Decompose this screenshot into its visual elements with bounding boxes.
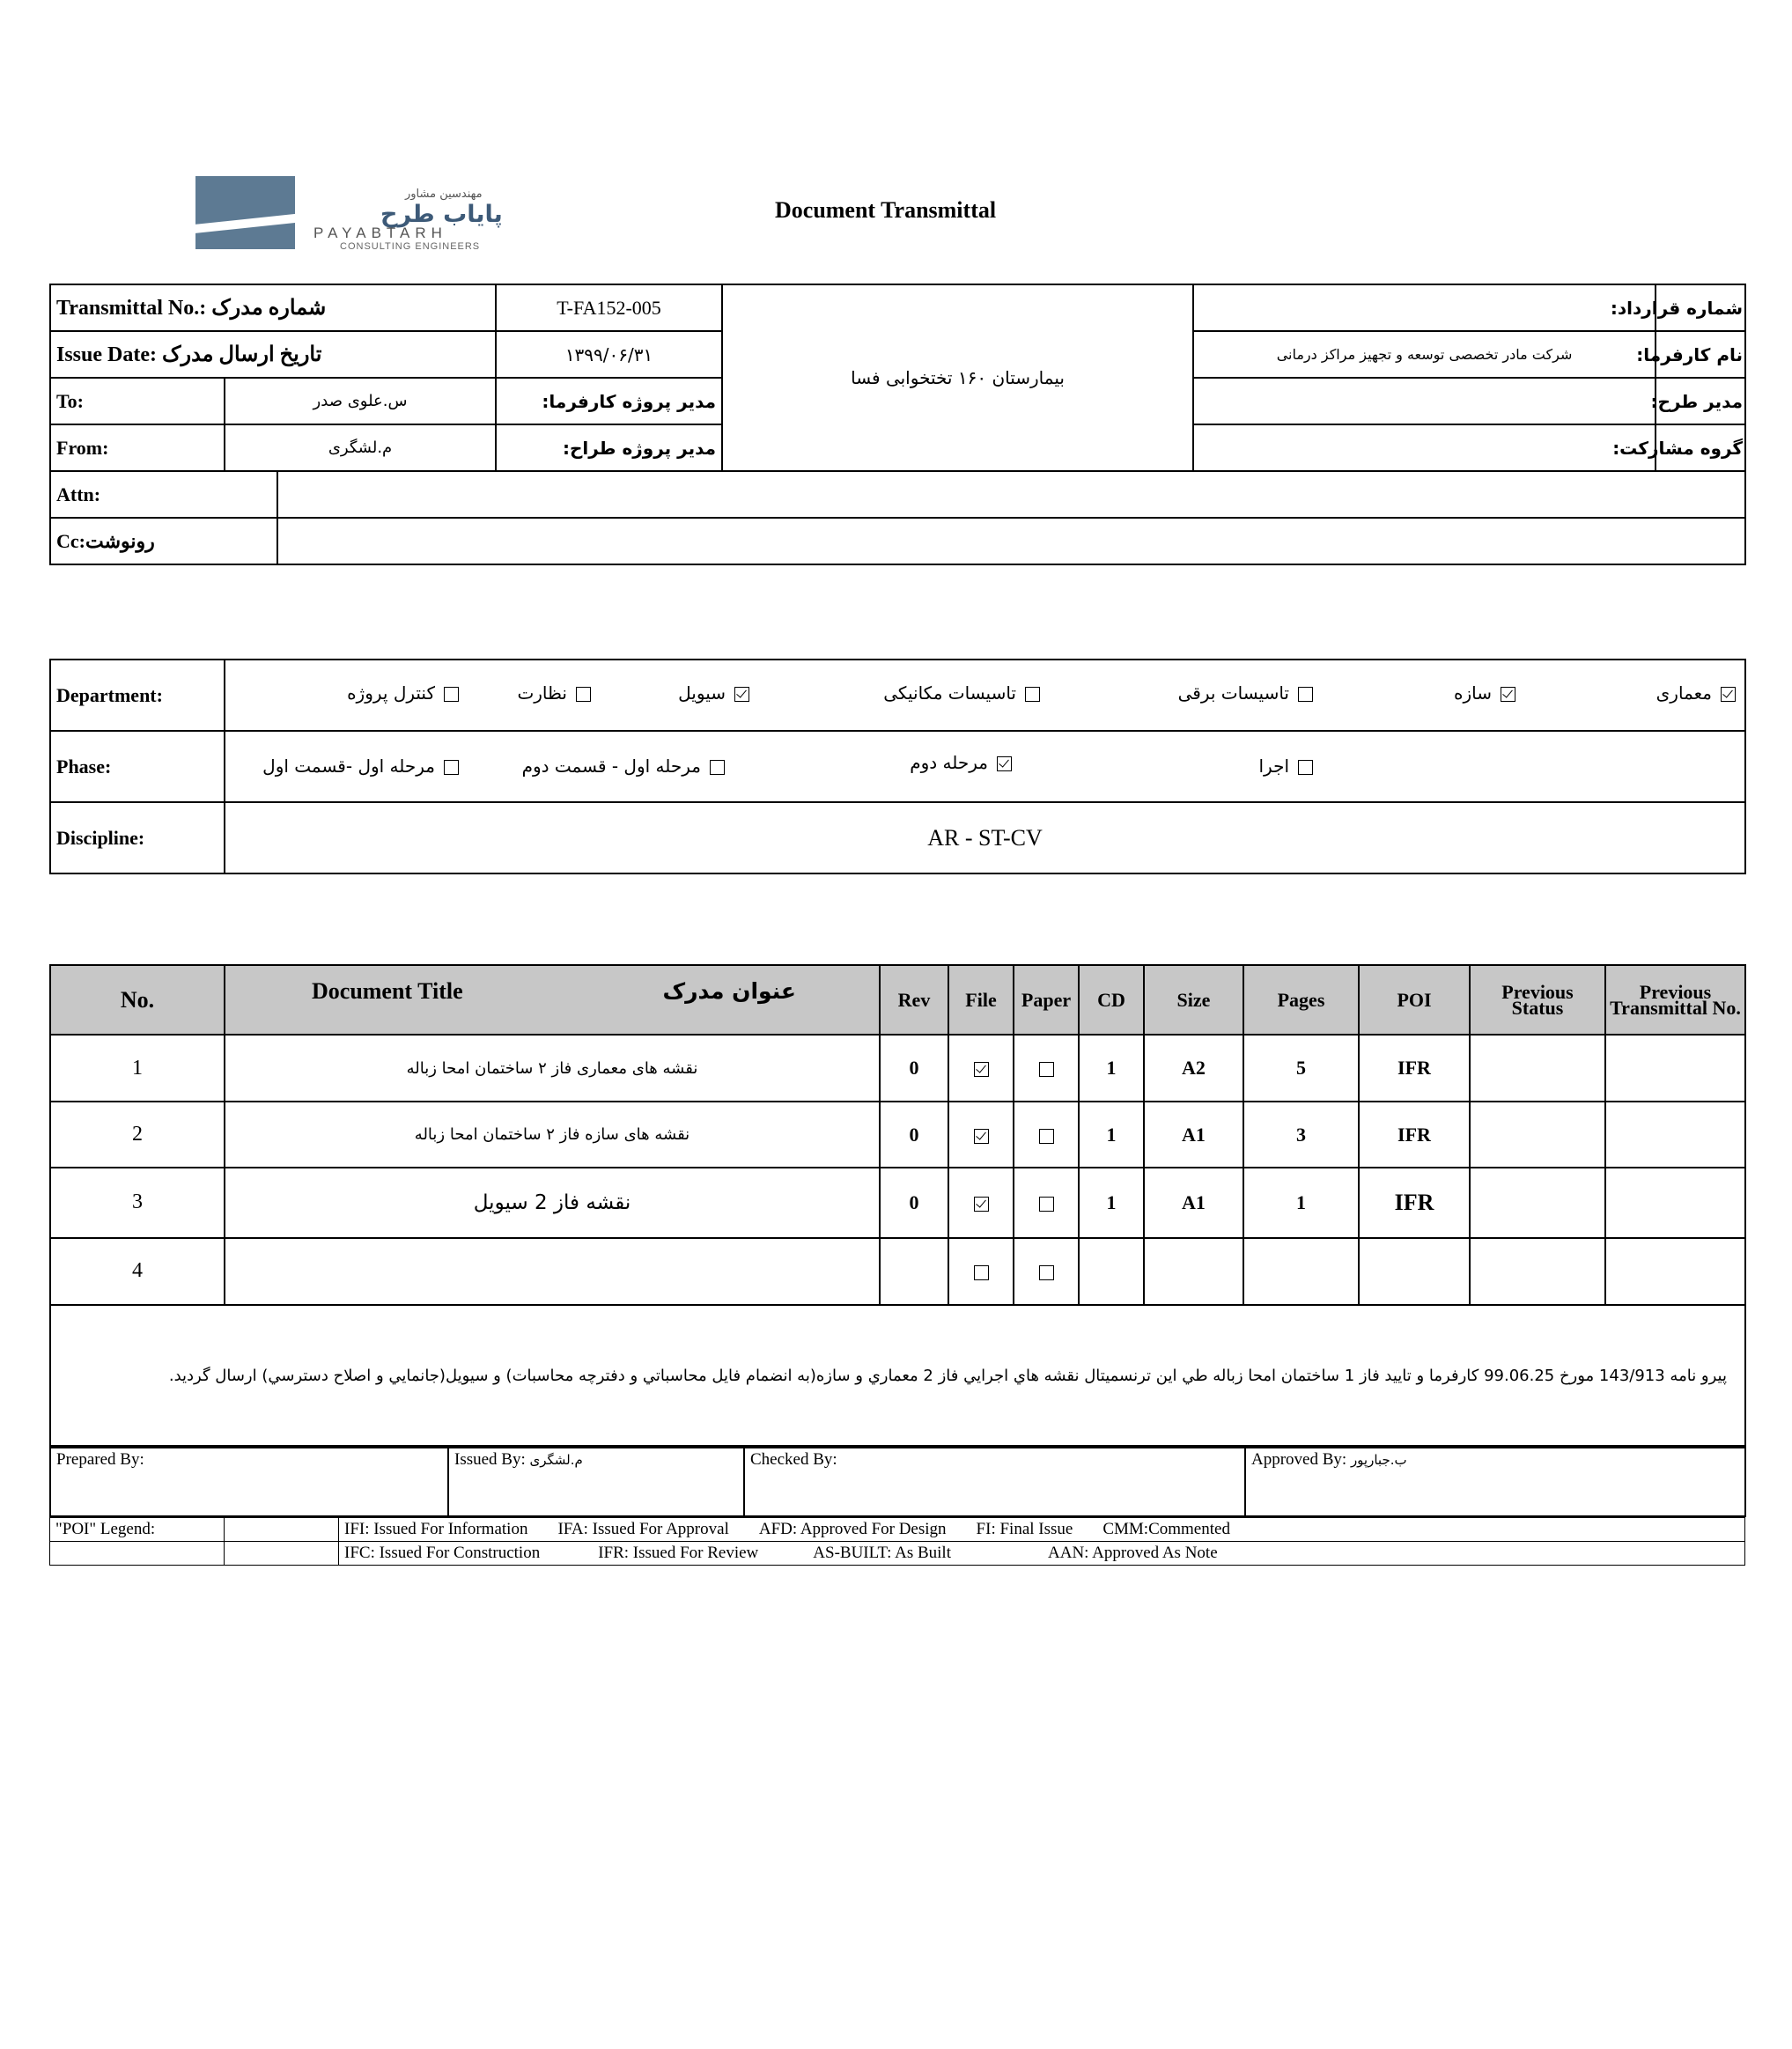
dept-checkbox-1[interactable] xyxy=(1501,687,1515,702)
dept-option-supervision[interactable]: نظارت xyxy=(517,682,591,704)
dept-option-structure[interactable]: سازه xyxy=(1454,682,1515,704)
department-options xyxy=(225,660,1745,731)
row-no: 2 xyxy=(50,1102,225,1168)
col-header-title-fa: عنوان مدرک xyxy=(662,978,796,1004)
poi-legend-line1: IFI: Issued For Information IFA: Issued For Approval AFD: Approved For Design FI: Final Issue CMM:Commented xyxy=(339,1518,1745,1542)
row-cd: 1 xyxy=(1079,1035,1144,1102)
dept-checkbox-3[interactable] xyxy=(1025,687,1040,702)
attn-label: Attn: xyxy=(50,471,277,518)
design-manager-label: مدیر طرح: xyxy=(1656,378,1745,424)
col-header-prev-transmittal: Previous Transmittal No. xyxy=(1605,965,1745,1035)
row-pages: 3 xyxy=(1243,1102,1359,1168)
issue-date-label: Issue Date: تاریخ ارسال مدرک xyxy=(50,331,496,378)
col-header-file: File xyxy=(948,965,1014,1035)
classification-table xyxy=(49,659,1746,874)
row-title: نقشه های معماری فاز ۲ ساختمان امحا زباله xyxy=(225,1035,880,1102)
dept-option-civil[interactable]: سیویل xyxy=(678,682,749,704)
paper-checkbox[interactable] xyxy=(1039,1265,1054,1280)
col-header-paper: Paper xyxy=(1014,965,1079,1035)
row-no: 4 xyxy=(50,1238,225,1306)
phase-label: Phase: xyxy=(50,731,225,802)
designer-pm-label: مدیر پروژه طراح: xyxy=(496,424,722,471)
paper-checkbox[interactable] xyxy=(1039,1062,1054,1077)
attn-value xyxy=(277,471,1745,518)
file-checkbox[interactable] xyxy=(974,1129,989,1144)
dept-checkbox-6[interactable] xyxy=(444,687,459,702)
dept-checkbox-0[interactable] xyxy=(1721,687,1736,702)
row-prev-transmittal xyxy=(1605,1035,1745,1102)
row-paper xyxy=(1014,1035,1079,1102)
phase-checkbox-2[interactable] xyxy=(710,760,725,775)
row-poi xyxy=(1359,1238,1470,1306)
poi-legend-spacer xyxy=(225,1518,339,1542)
table-row xyxy=(50,1035,1745,1102)
discipline-value: AR - ST-CV xyxy=(225,802,1745,873)
logo-english-line2: CONSULTING ENGINEERS xyxy=(340,241,481,252)
transmittal-no-label: Transmittal No.: شماره مدرک xyxy=(50,284,496,331)
row-rev: 0 xyxy=(880,1168,948,1237)
contract-no-label: شماره قرارداد: xyxy=(1656,284,1745,331)
dept-option-mechanical[interactable]: تاسیسات مکانیکی xyxy=(883,682,1040,704)
logo-persian-line1: مهندسین مشاور xyxy=(405,188,483,201)
col-header-title-en: Document Title xyxy=(312,978,463,1004)
logo-persian-line2: پایاب طرح xyxy=(380,201,503,228)
row-paper xyxy=(1014,1238,1079,1306)
row-prev-transmittal xyxy=(1605,1168,1745,1237)
partnership-value xyxy=(1193,424,1656,471)
table-row xyxy=(50,1168,1745,1237)
row-file xyxy=(948,1035,1014,1102)
row-prev-transmittal xyxy=(1605,1102,1745,1168)
row-prev-status xyxy=(1470,1102,1605,1168)
col-header-title xyxy=(225,965,880,1035)
to-label: To: xyxy=(50,378,225,424)
logo-english-line1: PAYABTARH xyxy=(313,225,447,241)
checked-by: Checked By: xyxy=(744,1448,1245,1516)
col-header-rev: Rev xyxy=(880,965,948,1035)
file-checkbox[interactable] xyxy=(974,1265,989,1280)
dept-checkbox-2[interactable] xyxy=(1298,687,1313,702)
dept-option-electrical[interactable]: تاسیسات برقی xyxy=(1178,682,1313,704)
row-cd xyxy=(1079,1238,1144,1306)
paper-checkbox[interactable] xyxy=(1039,1129,1054,1144)
col-header-no: No. xyxy=(50,965,225,1035)
phase-checkbox-1[interactable] xyxy=(997,756,1012,771)
document-title: Document Transmittal xyxy=(775,197,997,223)
col-header-cd: CD xyxy=(1079,965,1144,1035)
row-no: 1 xyxy=(50,1035,225,1102)
phase-checkbox-3[interactable] xyxy=(444,760,459,775)
row-prev-status xyxy=(1470,1238,1605,1306)
row-poi: IFR xyxy=(1359,1102,1470,1168)
design-manager-value xyxy=(1193,378,1656,424)
row-cd: 1 xyxy=(1079,1102,1144,1168)
row-title: نقشه های سازه فاز ۲ ساختمان امحا زباله xyxy=(225,1102,880,1168)
row-rev: 0 xyxy=(880,1102,948,1168)
table-row xyxy=(50,1102,1745,1168)
row-prev-status xyxy=(1470,1168,1605,1237)
poi-legend-spacer-2 xyxy=(225,1542,339,1566)
poi-legend xyxy=(49,1517,1745,1566)
from-label: From: xyxy=(50,424,225,471)
col-header-poi: POI xyxy=(1359,965,1470,1035)
discipline-label: Discipline: xyxy=(50,802,225,873)
dept-checkbox-4[interactable] xyxy=(734,687,749,702)
row-pages: 1 xyxy=(1243,1168,1359,1237)
col-header-prev-status: Previous Status xyxy=(1470,965,1605,1035)
project-name: بیمارستان ۱۶۰ تختخوابی فسا xyxy=(722,284,1193,471)
row-file xyxy=(948,1238,1014,1306)
contract-no-value xyxy=(1193,284,1656,331)
phase-checkbox-0[interactable] xyxy=(1298,760,1313,775)
row-file xyxy=(948,1102,1014,1168)
table-row xyxy=(50,1238,1745,1306)
transmittal-no-value: T-FA152-005 xyxy=(496,284,722,331)
to-value: س.علوی صدر xyxy=(225,378,496,424)
poi-legend-line2: IFC: Issued For Construction IFR: Issued For Review AS-BUILT: As Built AAN: Approved As Note xyxy=(339,1542,1745,1566)
col-header-pages: Pages xyxy=(1243,965,1359,1035)
issued-by: Issued By: م.لشگری xyxy=(448,1448,744,1516)
paper-checkbox[interactable] xyxy=(1039,1197,1054,1212)
row-pages: 5 xyxy=(1243,1035,1359,1102)
partnership-label: گروه مشارکت: xyxy=(1656,424,1745,471)
file-checkbox[interactable] xyxy=(974,1062,989,1077)
row-poi: IFR xyxy=(1359,1168,1470,1237)
row-prev-transmittal xyxy=(1605,1238,1745,1306)
phase-option-stage1-part2[interactable]: مرحله اول - قسمت دوم xyxy=(522,755,725,777)
approved-by: Approved By: ب.جبارپور xyxy=(1245,1448,1745,1516)
client-pm-label: مدیر پروژه کارفرما: xyxy=(496,378,722,424)
cc-label: Cc:رونوشت xyxy=(50,518,277,564)
row-size: A1 xyxy=(1144,1168,1243,1237)
cc-value xyxy=(277,518,1745,564)
row-size xyxy=(1144,1238,1243,1306)
row-rev: 0 xyxy=(880,1035,948,1102)
row-title: نقشه فاز 2 سیویل xyxy=(225,1168,880,1237)
transmittal-note: پیرو نامه 143/913 مورخ 99.06.25 کارفرما و تایید فاز 1 ساختمان امحا زباله طي اين ترنسميتال نقشه هاي اجرايي فاز 2 معماري و سازه(به انضمام فايل محاسباتي و دفترچه محاسبات) و سيويل(جانمايي و اصلاح دسترسي) ارسال گرديد. xyxy=(50,1305,1745,1446)
prepared-by: Prepared By: xyxy=(50,1448,448,1516)
dept-checkbox-5[interactable] xyxy=(576,687,591,702)
row-prev-status xyxy=(1470,1035,1605,1102)
dept-option-project-control[interactable]: کنترل پروژه xyxy=(347,682,459,704)
phase-option-stage2[interactable]: مرحله دوم xyxy=(910,752,1012,773)
phase-option-execution[interactable]: اجرا xyxy=(1258,755,1313,777)
dept-option-architecture[interactable]: معماری xyxy=(1656,682,1736,704)
row-rev xyxy=(880,1238,948,1306)
documents-table xyxy=(49,964,1746,1447)
company-logo-mark xyxy=(195,176,295,249)
row-cd: 1 xyxy=(1079,1168,1144,1237)
phase-options xyxy=(225,731,1745,802)
row-no: 3 xyxy=(50,1168,225,1237)
department-label: Department: xyxy=(50,660,225,731)
row-pages xyxy=(1243,1238,1359,1306)
col-header-size: Size xyxy=(1144,965,1243,1035)
phase-option-stage1-part1[interactable]: مرحله اول -قسمت اول xyxy=(262,755,459,777)
row-paper xyxy=(1014,1102,1079,1168)
transmittal-info-table xyxy=(49,284,1746,565)
row-paper xyxy=(1014,1168,1079,1237)
row-file xyxy=(948,1168,1014,1237)
poi-legend-table xyxy=(49,1435,1744,1484)
file-checkbox[interactable] xyxy=(974,1197,989,1212)
client-label: نام کارفرما: xyxy=(1656,331,1745,378)
issue-date-value: ۱۳۹۹/۰۶/۳۱ xyxy=(496,331,722,378)
client-value: شرکت مادر تخصصی توسعه و تجهیز مراکز درمانی xyxy=(1193,331,1656,378)
row-poi: IFR xyxy=(1359,1035,1470,1102)
from-value: م.لشگری xyxy=(225,424,496,471)
row-size: A2 xyxy=(1144,1035,1243,1102)
row-title xyxy=(225,1238,880,1306)
poi-legend-label: "POI" Legend: xyxy=(50,1518,225,1542)
row-size: A1 xyxy=(1144,1102,1243,1168)
poi-legend-empty xyxy=(50,1542,225,1566)
